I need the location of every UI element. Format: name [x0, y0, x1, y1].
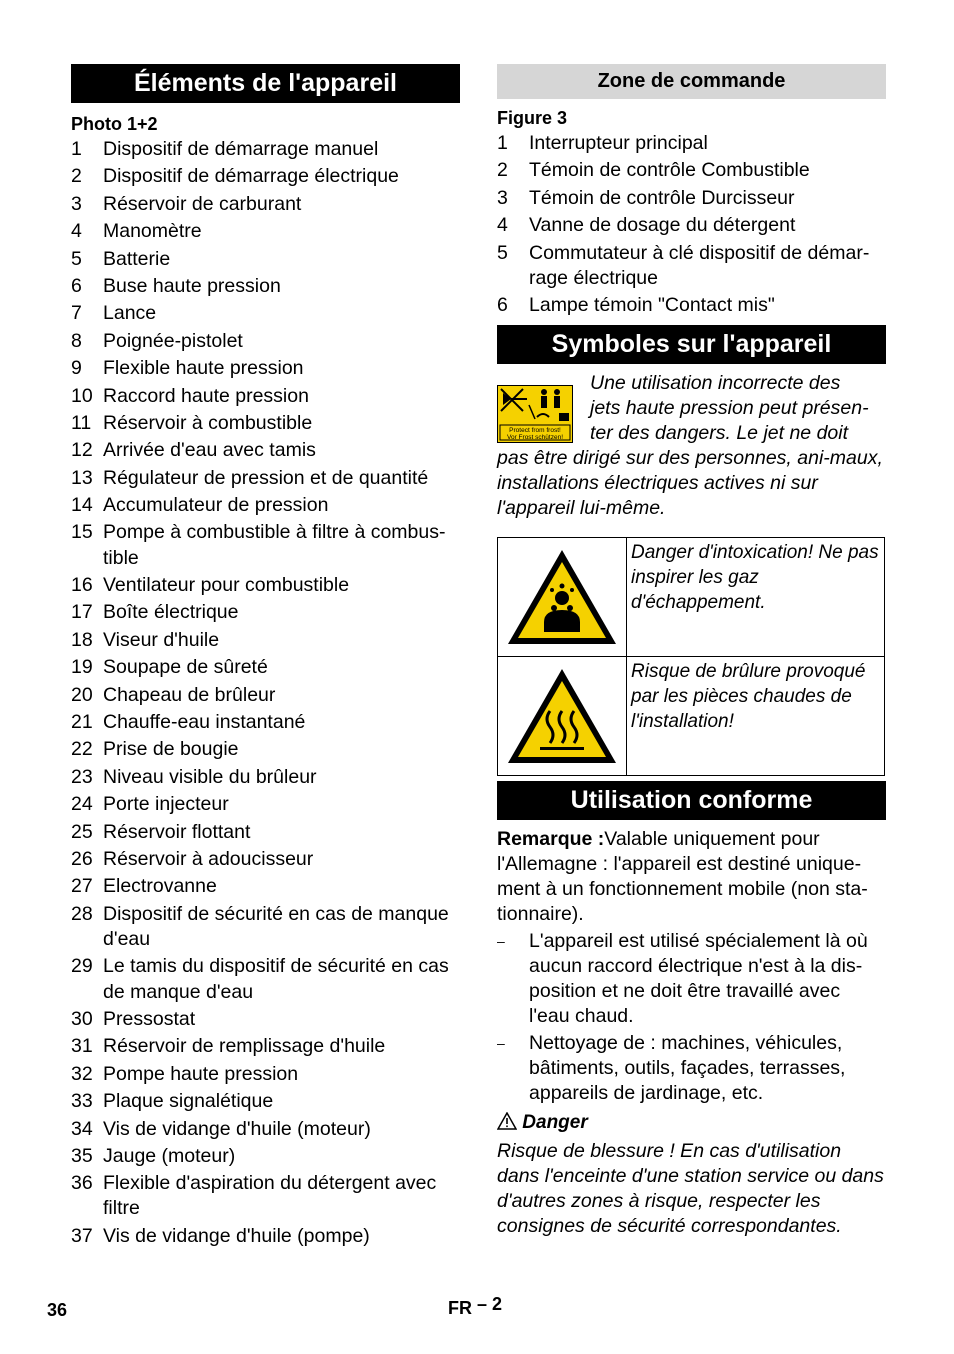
remark-label: Remarque : — [497, 828, 605, 851]
list-item — [71, 683, 460, 708]
item-text: Pressostat — [103, 1007, 196, 1030]
item-text: Témoin de contrôle Durcisseur — [529, 186, 795, 209]
item-number: 7 — [71, 302, 82, 325]
photo-subhead: Photo 1+2 — [71, 114, 158, 134]
footer-sub: – 2 — [477, 1294, 503, 1314]
list-item — [71, 1171, 460, 1221]
section-title-usage: Utilisation conforme — [497, 781, 886, 820]
warning-triangle-icon — [497, 1112, 522, 1133]
item-text: Vis de vidange d'huile (pompe) — [103, 1224, 370, 1247]
item-number: 3 — [497, 186, 508, 209]
left-column — [71, 64, 460, 1251]
item-text: Porte injecteur — [103, 793, 229, 816]
gas-inhalation-warning-icon — [498, 538, 627, 657]
usage-bullet-text: Nettoyage de : machines, véhicules, bâtiments, outils, façades, terrasses, appareils de jardinage, etc. — [529, 1032, 846, 1105]
item-number: 17 — [71, 601, 93, 624]
item-number: 20 — [71, 683, 93, 706]
item-number: 5 — [497, 241, 508, 264]
item-number: 34 — [71, 1117, 93, 1140]
symbols-intro — [497, 371, 886, 521]
item-number: 32 — [71, 1062, 93, 1085]
item-number: 16 — [71, 574, 93, 597]
item-text: Lance — [103, 302, 157, 325]
danger-heading — [497, 1110, 886, 1135]
item-number: 26 — [71, 847, 93, 870]
danger-text: Risque de blessure ! En cas d'utilisation dans l'enceinte d'une station service ou dans d'autres zones à risque, respecter les consignes de sécurité correspondantes. — [497, 1140, 884, 1238]
item-number: 8 — [71, 329, 82, 352]
list-item — [71, 1224, 460, 1249]
frost-caption-de: Vor Frost schützen! — [507, 434, 563, 442]
item-text: Flexible d'aspiration du détergent avec filtre — [103, 1172, 437, 1220]
list-item — [71, 1034, 460, 1059]
list-item — [71, 737, 460, 762]
item-text: Accumulateur de pression — [103, 494, 329, 517]
symbols-intro-line3: ter des dangers. Le jet ne doit — [590, 422, 849, 445]
item-number: 4 — [71, 220, 82, 243]
list-item — [71, 137, 460, 162]
item-text: Dispositif de démarrage manuel — [103, 138, 379, 160]
high-pressure-jet-warning-icon — [497, 385, 573, 443]
list-item — [71, 792, 460, 817]
list-item — [497, 1031, 886, 1106]
symbols-row — [498, 657, 885, 776]
danger-label: Danger — [522, 1112, 588, 1134]
frost-caption-en: Protect from frost! — [509, 427, 561, 435]
item-number: 21 — [71, 711, 93, 734]
item-number: 28 — [71, 902, 93, 925]
section-title-symbols: Symboles sur l'appareil — [497, 325, 886, 364]
item-number: 35 — [71, 1144, 93, 1167]
item-number: 24 — [71, 793, 93, 816]
item-number: 2 — [71, 165, 82, 188]
page-number: 36 — [47, 1300, 68, 1320]
item-text: Arrivée d'eau avec tamis — [103, 439, 316, 462]
footer-lang: FR — [448, 1298, 472, 1318]
item-text: Plaque signalétique — [103, 1090, 274, 1113]
usage-bullets — [497, 929, 886, 1106]
list-item — [497, 213, 886, 238]
item-text: Lampe témoin "Contact mis" — [529, 294, 775, 317]
list-item — [497, 929, 886, 1029]
list-item — [497, 293, 886, 318]
item-number: 30 — [71, 1007, 93, 1030]
usage-remark — [497, 827, 886, 927]
symbols-intro-rest: pas être dirigé sur des personnes, ani-maux, installations électriques actives ni sur l'appareil lui-même. — [497, 447, 883, 520]
symbols-intro-line2: jets haute pression peut présen- — [590, 397, 869, 420]
section-title-elements: Éléments de l'appareil — [71, 64, 460, 103]
list-item — [71, 1062, 460, 1087]
item-text: Le tamis du dispositif de sécurité en cas de manque d'eau — [103, 955, 449, 1003]
list-item — [71, 710, 460, 735]
item-text: Chapeau de brûleur — [103, 683, 276, 706]
item-text: Flexible haute pression — [103, 357, 304, 380]
item-number: 14 — [71, 494, 93, 517]
list-item — [71, 520, 460, 570]
list-item — [71, 847, 460, 872]
item-text: Réservoir à adoucisseur — [103, 847, 314, 870]
item-text: Dispositif de démarrage électrique — [103, 165, 399, 188]
list-item — [497, 131, 886, 156]
list-item — [71, 1144, 460, 1169]
item-number: 10 — [71, 384, 93, 407]
item-text: Prise de bougie — [103, 738, 239, 761]
right-column — [497, 64, 886, 1239]
hot-surface-warning-icon — [498, 657, 627, 776]
list-item — [71, 192, 460, 217]
item-number: 15 — [71, 521, 93, 544]
list-item — [71, 219, 460, 244]
item-text: Poignée-pistolet — [103, 329, 243, 352]
symbols-row-text: Risque de brûlure provoqué par les pièces chaudes de l'installation! — [627, 657, 885, 776]
item-number: 11 — [71, 411, 92, 434]
item-number: 6 — [497, 294, 508, 317]
list-item — [71, 874, 460, 899]
dash-marker: – — [497, 1035, 505, 1052]
list-item — [71, 438, 460, 463]
remark-text: Valable uniquement pour l'Allemagne : l'appareil est destiné unique-ment à un fonctionnement mobile (non sta-tionnaire). — [497, 828, 868, 926]
control-list — [497, 131, 886, 318]
list-item — [71, 301, 460, 326]
item-text: Réservoir à combustible — [103, 411, 313, 434]
footer-language — [448, 1294, 503, 1319]
item-number: 27 — [71, 875, 93, 898]
item-number: 13 — [71, 466, 93, 489]
item-text: Viseur d'huile — [103, 628, 220, 651]
item-text: Réservoir flottant — [103, 820, 251, 843]
list-item — [71, 765, 460, 790]
item-number: 5 — [71, 247, 82, 270]
usage-bullet-text: L'appareil est utilisé spécialement là où aucun raccord électrique n'est à la dis-position et ne doit être travaillé avec l'eau chaud. — [529, 930, 868, 1028]
symbols-row — [498, 538, 885, 657]
item-number: 3 — [71, 192, 82, 215]
list-item — [71, 628, 460, 653]
list-item — [71, 356, 460, 381]
list-item — [71, 573, 460, 598]
list-item — [71, 954, 460, 1004]
item-number: 33 — [71, 1090, 93, 1113]
list-item — [497, 186, 886, 211]
item-text: Niveau visible du brûleur — [103, 765, 317, 788]
item-number: 25 — [71, 820, 93, 843]
list-item — [71, 466, 460, 491]
item-text: Manomètre — [103, 220, 202, 243]
item-text: Batterie — [103, 247, 171, 270]
item-text: Régulateur de pression et de quantité — [103, 466, 429, 489]
list-item — [71, 600, 460, 625]
list-item — [497, 158, 886, 183]
figure-subhead: Figure 3 — [497, 108, 568, 128]
item-number: 1 — [71, 138, 82, 160]
item-number: 9 — [71, 357, 82, 380]
item-number: 2 — [497, 159, 508, 182]
item-text: Dispositif de sécurité en cas de manque d'eau — [103, 902, 449, 950]
list-item — [71, 493, 460, 518]
item-text: Raccord haute pression — [103, 384, 309, 407]
item-text: Pompe à combustible à filtre à combus-tible — [103, 521, 446, 569]
item-number: 6 — [71, 274, 82, 297]
item-number: 37 — [71, 1224, 93, 1247]
list-item — [71, 1117, 460, 1142]
list-item — [71, 820, 460, 845]
item-number: 22 — [71, 738, 93, 761]
item-text: Boîte électrique — [103, 601, 239, 624]
item-number: 23 — [71, 765, 93, 788]
item-text: Electrovanne — [103, 875, 217, 898]
section-title-control-zone: Zone de commande — [497, 64, 886, 99]
item-text: Ventilateur pour combustible — [103, 574, 350, 597]
symbols-row-text: Danger d'intoxication! Ne pas inspirer les gaz d'échappement. — [627, 538, 885, 657]
item-text: Jauge (moteur) — [103, 1144, 236, 1167]
item-text: Témoin de contrôle Combustible — [529, 159, 810, 182]
item-text: Commutateur à clé dispositif de démar-rage électrique — [529, 241, 870, 289]
list-item — [71, 329, 460, 354]
item-text: Réservoir de carburant — [103, 192, 302, 215]
item-text: Chauffe-eau instantané — [103, 711, 306, 734]
item-number: 36 — [71, 1172, 93, 1195]
list-item — [71, 384, 460, 409]
list-item — [71, 1007, 460, 1032]
item-number: 1 — [497, 132, 508, 154]
item-number: 29 — [71, 955, 93, 978]
symbols-intro-line1: Une utilisation incorrecte des — [590, 372, 841, 395]
item-number: 31 — [71, 1035, 93, 1058]
item-number: 19 — [71, 656, 93, 679]
item-text: Soupape de sûreté — [103, 656, 268, 679]
list-item — [71, 1089, 460, 1114]
list-item — [71, 655, 460, 680]
item-text: Vanne de dosage du détergent — [529, 214, 796, 237]
item-text: Pompe haute pression — [103, 1062, 299, 1085]
item-text: Vis de vidange d'huile (moteur) — [103, 1117, 371, 1140]
list-item — [71, 411, 460, 436]
item-text: Buse haute pression — [103, 274, 281, 297]
item-text: Interrupteur principal — [529, 132, 708, 154]
list-item — [497, 241, 886, 291]
list-item — [71, 902, 460, 952]
list-item — [71, 274, 460, 299]
item-number: 4 — [497, 214, 508, 237]
list-item — [71, 164, 460, 189]
item-number: 12 — [71, 439, 93, 462]
item-number: 18 — [71, 628, 93, 651]
dash-marker: – — [497, 933, 505, 950]
symbols-table — [497, 537, 885, 776]
item-text: Réservoir de remplissage d'huile — [103, 1035, 386, 1058]
list-item — [71, 247, 460, 272]
elements-list — [71, 137, 460, 1249]
